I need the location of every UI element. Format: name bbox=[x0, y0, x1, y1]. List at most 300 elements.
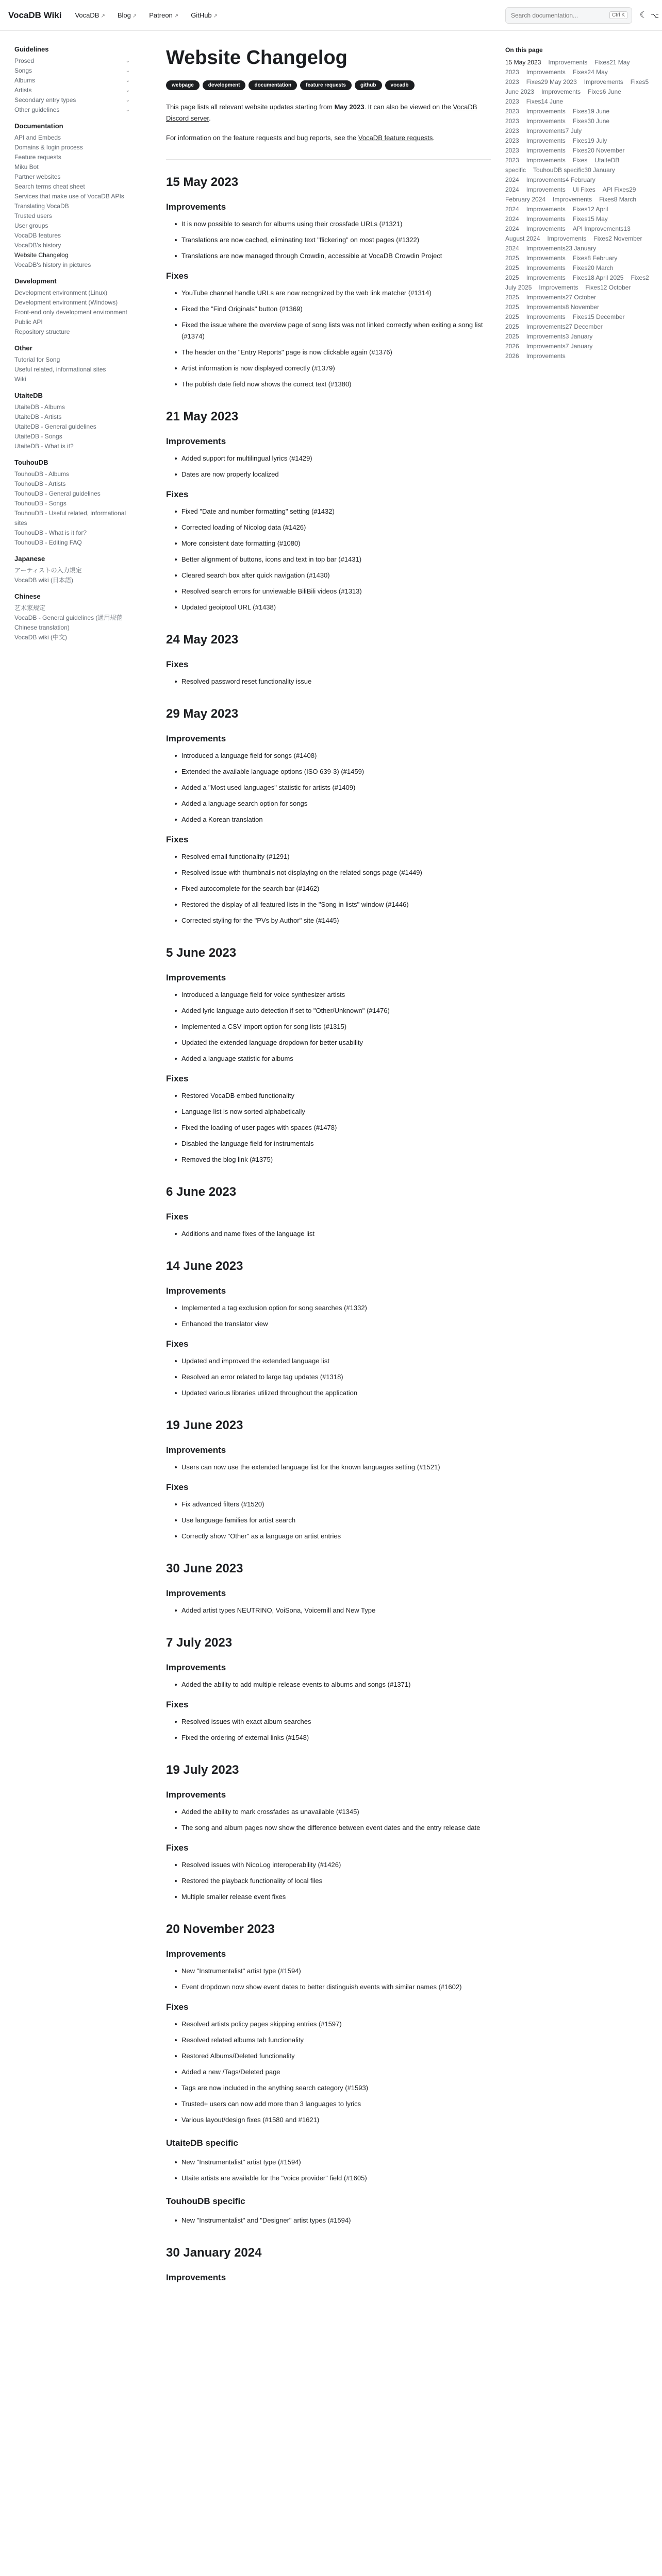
toc-subitem[interactable]: Improvements bbox=[526, 215, 566, 223]
toc-item[interactable]: 8 February 2025 bbox=[505, 255, 618, 272]
section-title: Improvements bbox=[166, 973, 226, 982]
toc-subitem[interactable]: Fixes bbox=[572, 313, 588, 320]
sidebar-item[interactable] bbox=[14, 566, 134, 575]
toc-item[interactable]: 7 January 2026 bbox=[505, 343, 593, 360]
external-link-icon: ↗ bbox=[213, 13, 218, 19]
list-item: Resolved artists policy pages skipping entries (#1597) bbox=[181, 2019, 491, 2030]
list-item: Added a "Most used languages" statistic for artists (#1409) bbox=[181, 782, 491, 793]
toc-subitem[interactable]: Improvements bbox=[553, 196, 592, 203]
change-list bbox=[166, 1859, 491, 1903]
toc-subitem[interactable]: Fixes bbox=[585, 284, 601, 291]
external-link-icon: ↗ bbox=[101, 13, 105, 19]
change-list bbox=[166, 453, 491, 480]
list-item: Utaite artists are available for the "voice provider" field (#1605) bbox=[181, 2173, 491, 2184]
toc-subitem[interactable]: Improvements bbox=[526, 147, 566, 154]
toc-item[interactable]: 8 March 2024 bbox=[505, 196, 637, 213]
sidebar-item[interactable] bbox=[14, 489, 134, 499]
toc-item[interactable]: 2 July 2025 bbox=[505, 274, 649, 291]
list-item: Resolved issue with thumbnails not displaying on the related songs page (#1449) bbox=[181, 867, 491, 878]
toc-subitem[interactable]: Fixes bbox=[572, 69, 588, 76]
toc-subitem[interactable]: Improvements bbox=[541, 88, 581, 95]
sidebar-item-label: Prosed bbox=[14, 57, 35, 64]
toc-subitem[interactable]: Fixes bbox=[572, 147, 588, 154]
intro-text: This page lists all relevant website updates starting from bbox=[166, 103, 335, 111]
toc-subitem[interactable]: Improvements bbox=[526, 157, 566, 164]
toc-subitem[interactable]: Improvements bbox=[584, 78, 623, 86]
chevron-down-icon: ⌄ bbox=[125, 58, 130, 64]
toc-item[interactable]: 13 August 2024 bbox=[505, 225, 631, 242]
toc-subitem[interactable]: Fixes bbox=[572, 206, 588, 213]
toc-title: On this page bbox=[505, 46, 543, 54]
subsection-title: TouhouDB specific bbox=[166, 2196, 245, 2206]
release-section bbox=[166, 946, 491, 1165]
sidebar-item-label: Songs bbox=[14, 67, 32, 74]
list-item: Resolved an error related to large tag updates (#1318) bbox=[181, 1371, 491, 1383]
section-title: Improvements bbox=[166, 734, 226, 743]
list-item: Added the ability to mark crossfades as unavailable (#1345) bbox=[181, 1806, 491, 1818]
release-title: 19 June 2023 bbox=[166, 1418, 243, 1432]
toc-subitem[interactable]: Fixes bbox=[572, 215, 588, 223]
toc-subitem[interactable]: Fixes bbox=[526, 98, 541, 105]
toc-subitem[interactable]: Improvements bbox=[526, 69, 566, 76]
toc-subitem[interactable]: Improvements bbox=[526, 245, 566, 252]
section-title: Fixes bbox=[166, 1482, 189, 1492]
list-item: Updated geoiptool URL (#1438) bbox=[181, 602, 491, 613]
section-title: Improvements bbox=[166, 436, 226, 446]
toc-subitem[interactable]: UtaiteDB specific bbox=[505, 157, 620, 174]
toc-subitem[interactable]: Fixes bbox=[588, 88, 603, 95]
nav-link-blog[interactable] bbox=[118, 11, 137, 19]
toc-subitem[interactable]: API Improvements bbox=[572, 225, 624, 232]
toc-item[interactable]: 27 October 2025 bbox=[505, 294, 597, 311]
toc-item[interactable]: 14 June 2023 bbox=[505, 98, 564, 115]
page-title: Website Changelog bbox=[166, 47, 347, 69]
list-item: Added a language statistic for albums bbox=[181, 1053, 491, 1064]
sidebar-item-label: TouhouDB - Useful related, informational sites bbox=[14, 510, 126, 527]
sidebar-item[interactable] bbox=[14, 133, 134, 143]
toc-subitem[interactable]: Fixes bbox=[572, 108, 588, 115]
discord-link[interactable]: VocaDB Discord server bbox=[166, 103, 477, 122]
change-list bbox=[166, 218, 491, 262]
list-item: Users can now use the extended language list for the known languages setting (#1521) bbox=[181, 1462, 491, 1473]
sidebar-item[interactable] bbox=[14, 412, 134, 422]
tag-badge[interactable]: feature requests bbox=[300, 80, 352, 90]
sidebar-item[interactable] bbox=[14, 56, 134, 66]
sidebar-item-label: TouhouDB - General guidelines bbox=[14, 490, 101, 497]
list-item: Enhanced the translator view bbox=[181, 1318, 491, 1330]
sidebar-item[interactable] bbox=[14, 298, 134, 308]
sidebar-item-label: VocaDB's history in pictures bbox=[14, 261, 91, 268]
release-section bbox=[166, 1259, 491, 1399]
toc-item[interactable]: 23 January 2025 bbox=[505, 245, 597, 262]
nav-link-github[interactable] bbox=[191, 11, 218, 19]
sidebar-item-label: Front-end only development environment bbox=[14, 309, 127, 316]
toc-item[interactable]: 7 July 2023 bbox=[505, 127, 582, 144]
sidebar-item[interactable] bbox=[14, 231, 134, 241]
change-list bbox=[166, 1462, 491, 1473]
list-item: Fixed "Date and number formatting" setting (#1432) bbox=[181, 506, 491, 517]
list-item: YouTube channel handle URLs are now recognized by the web link matcher (#1314) bbox=[181, 287, 491, 299]
sidebar-item[interactable] bbox=[14, 469, 134, 479]
sidebar-item-label: UtaiteDB - General guidelines bbox=[14, 423, 96, 430]
sidebar-item[interactable] bbox=[14, 402, 134, 412]
toc-subitem[interactable]: Improvements bbox=[526, 313, 566, 320]
sidebar-item[interactable] bbox=[14, 365, 134, 375]
release-section bbox=[166, 2246, 491, 2283]
sidebar-item[interactable] bbox=[14, 479, 134, 489]
nav-link-label: Blog bbox=[117, 11, 131, 19]
list-item: Extended the available language options (ISO 639-3) (#1459) bbox=[181, 766, 491, 777]
sidebar-item[interactable] bbox=[14, 250, 134, 260]
section-title: Fixes bbox=[166, 1212, 189, 1222]
sidebar-item-label: UtaiteDB - Songs bbox=[14, 433, 62, 440]
toc-item[interactable]: 5 June 2023 bbox=[505, 78, 649, 95]
sidebar-item-label: UtaiteDB - Albums bbox=[14, 403, 65, 411]
section-title: Improvements bbox=[166, 202, 226, 212]
list-item: Resolved password reset functionality issue bbox=[181, 676, 491, 687]
section-title: Fixes bbox=[166, 489, 189, 499]
release-section bbox=[166, 1636, 491, 1743]
sidebar-item-label: Translating VocaDB bbox=[14, 202, 69, 210]
release-title: 19 July 2023 bbox=[166, 1763, 239, 1777]
toc-item[interactable]: 15 December 2025 bbox=[505, 313, 625, 330]
sidebar-group-title: Guidelines bbox=[14, 45, 49, 53]
sidebar-item[interactable] bbox=[14, 613, 134, 633]
toc-subitem[interactable]: Improvements bbox=[526, 274, 566, 281]
toc-subitem[interactable]: Improvements bbox=[526, 127, 566, 134]
toc-subitem[interactable]: TouhouDB specific bbox=[533, 166, 585, 174]
release-title: 30 January 2024 bbox=[166, 2246, 262, 2260]
section-title: Fixes bbox=[166, 659, 189, 669]
list-item: Resolved email functionality (#1291) bbox=[181, 851, 491, 862]
moon-icon[interactable]: ☾ bbox=[639, 11, 648, 20]
section-title: Fixes bbox=[166, 835, 189, 844]
sidebar-item[interactable] bbox=[14, 221, 134, 231]
sidebar-item[interactable] bbox=[14, 76, 134, 86]
sidebar-item-label: TouhouDB - Artists bbox=[14, 480, 66, 487]
sidebar-item[interactable] bbox=[14, 509, 134, 528]
sidebar-item-label: Partner websites bbox=[14, 173, 61, 180]
toc-subitem[interactable]: Improvements bbox=[526, 343, 566, 350]
list-item: Use language families for artist search bbox=[181, 1515, 491, 1526]
sidebar-item-label: Feature requests bbox=[14, 154, 61, 161]
change-list bbox=[166, 1228, 491, 1240]
change-list bbox=[166, 1605, 491, 1616]
chevron-down-icon: ⌄ bbox=[125, 97, 130, 103]
section-title: Fixes bbox=[166, 1843, 189, 1853]
list-item: Tags are now included in the anything search category (#1593) bbox=[181, 2082, 491, 2094]
toc-item[interactable]: 15 May 2023 bbox=[505, 59, 541, 66]
list-item: Added the ability to add multiple release events to albums and songs (#1371) bbox=[181, 1679, 491, 1690]
sidebar-item[interactable] bbox=[14, 201, 134, 211]
toc-subitem[interactable]: Improvements bbox=[526, 333, 566, 340]
release-title: 6 June 2023 bbox=[166, 1185, 237, 1199]
section-title: Improvements bbox=[166, 1949, 226, 1959]
toc-subitem[interactable]: Fixes bbox=[631, 274, 646, 281]
toc-item[interactable]: 29 May 2023 bbox=[541, 78, 577, 86]
sidebar-item-label: VocaDB wiki (中文) bbox=[14, 634, 68, 641]
section-title: Improvements bbox=[166, 1286, 226, 1296]
toc-subitem[interactable]: Improvements bbox=[526, 117, 566, 125]
toc-item[interactable]: 21 May 2023 bbox=[505, 59, 630, 76]
sidebar-item[interactable] bbox=[14, 241, 134, 250]
tag-badge[interactable]: vocadb bbox=[385, 80, 415, 90]
toc-subitem[interactable]: Improvements bbox=[526, 186, 566, 193]
release-section bbox=[166, 2136, 491, 2184]
search-shortcut-kbd: Ctrl K bbox=[609, 11, 627, 19]
list-item: Various layout/design fixes (#1580 and #1621) bbox=[181, 2114, 491, 2126]
toc-subitem[interactable]: Improvements bbox=[526, 206, 566, 213]
sidebar-item[interactable] bbox=[14, 538, 134, 548]
sidebar-item[interactable] bbox=[14, 317, 134, 327]
toc-item[interactable]: 12 October 2025 bbox=[505, 284, 631, 301]
toc-item[interactable]: 4 February 2024 bbox=[505, 176, 595, 193]
sidebar-item[interactable] bbox=[14, 499, 134, 509]
toc-item[interactable]: 18 April 2025 bbox=[587, 274, 624, 281]
sidebar-item[interactable] bbox=[14, 432, 134, 442]
sidebar-item-label: TouhouDB - What is it for? bbox=[14, 529, 87, 536]
toc-item[interactable]: 2 November 2024 bbox=[505, 235, 642, 252]
toc-subitem[interactable]: Improvements bbox=[526, 108, 566, 115]
sidebar-item[interactable] bbox=[14, 143, 134, 152]
sidebar-item[interactable] bbox=[14, 528, 134, 538]
list-item: Translations are now managed through Crowdin, accessible at VocaDB Crowdin Project bbox=[181, 250, 491, 262]
list-item: Added a new /Tags/Deleted page bbox=[181, 2066, 491, 2078]
list-item: Restored the display of all featured lists in the "Song in lists" window (#1446) bbox=[181, 899, 491, 910]
sidebar-item-label: Artists bbox=[14, 87, 32, 94]
table-of-contents bbox=[505, 46, 650, 361]
sidebar-item-label: Other guidelines bbox=[14, 106, 60, 113]
toc-item[interactable]: 19 June 2023 bbox=[505, 108, 610, 125]
change-list bbox=[166, 1355, 491, 1399]
intro-text: . bbox=[209, 114, 211, 122]
toc-subitem[interactable]: Improvements bbox=[526, 303, 566, 311]
toc-subitem[interactable]: Fixes bbox=[572, 264, 588, 272]
toc-subitem[interactable]: Fixes bbox=[630, 78, 646, 86]
change-list bbox=[166, 2215, 491, 2226]
sidebar-item[interactable] bbox=[14, 105, 134, 115]
list-item: Introduced a language field for songs (#1408) bbox=[181, 750, 491, 761]
sidebar-item-label: User groups bbox=[14, 222, 48, 229]
section-title: Improvements bbox=[166, 1445, 226, 1455]
divider bbox=[166, 159, 491, 160]
feature-requests-link[interactable]: VocaDB feature requests bbox=[358, 134, 433, 142]
release-section bbox=[166, 410, 491, 613]
sidebar-item-label: Secondary entry types bbox=[14, 96, 76, 104]
sidebar-item-label: TouhouDB - Editing FAQ bbox=[14, 539, 82, 546]
toc-item[interactable]: 12 April 2024 bbox=[505, 206, 608, 223]
sidebar-item[interactable] bbox=[14, 288, 134, 298]
toc-subitem[interactable]: Fixes bbox=[572, 255, 588, 262]
toc-subitem[interactable]: Improvements bbox=[539, 284, 578, 291]
toc-item[interactable]: 29 February 2024 bbox=[505, 186, 636, 203]
sidebar-item[interactable] bbox=[14, 442, 134, 451]
sidebar-item-label: Wiki bbox=[14, 376, 26, 383]
sidebar-item-label: VocaDB features bbox=[14, 232, 61, 239]
changelog-releases bbox=[166, 175, 491, 2283]
sidebar-item-label: Tutorial for Song bbox=[14, 356, 60, 363]
toc-subitem[interactable]: Fixes bbox=[572, 274, 588, 281]
tag-badge[interactable]: development bbox=[203, 80, 246, 90]
nav-link-vocadb[interactable] bbox=[75, 11, 105, 19]
section-title: Fixes bbox=[166, 1074, 189, 1083]
list-item: Cleared search box after quick navigation (#1430) bbox=[181, 570, 491, 581]
toc-subitem[interactable]: Improvements bbox=[526, 323, 566, 330]
release-section bbox=[166, 1418, 491, 1542]
sidebar-item[interactable] bbox=[14, 375, 134, 384]
toc-item[interactable]: 20 March 2025 bbox=[505, 264, 614, 281]
change-list bbox=[166, 287, 491, 390]
list-item: The song and album pages now show the difference between event dates and the entry release date bbox=[181, 1822, 491, 1834]
toc-item[interactable]: 19 July 2023 bbox=[505, 137, 607, 154]
tag-badge[interactable]: documentation bbox=[249, 80, 297, 90]
release-section bbox=[166, 1185, 491, 1240]
change-list bbox=[166, 1302, 491, 1330]
toc-subitem[interactable]: Improvements bbox=[526, 352, 566, 360]
toc-subitem[interactable]: Improvements bbox=[526, 255, 566, 262]
list-item: Fixed the issue where the overview page of song lists was not linked correctly when exiting a song list (#1374) bbox=[181, 319, 491, 342]
list-item: Removed the blog link (#1375) bbox=[181, 1154, 491, 1165]
sidebar-item[interactable] bbox=[14, 152, 134, 162]
toc-item[interactable]: 27 December 2025 bbox=[505, 323, 603, 340]
tag-badge[interactable]: github bbox=[355, 80, 382, 90]
toc-item[interactable]: 3 January 2026 bbox=[505, 333, 593, 350]
sidebar-item-label: Services that make use of VocaDB APIs bbox=[14, 193, 124, 200]
brand-logo[interactable]: VocaDB Wiki bbox=[8, 10, 62, 20]
sidebar-item-label: Miku Bot bbox=[14, 163, 39, 171]
sidebar-item-label: Website Changelog bbox=[14, 251, 69, 259]
sidebar bbox=[0, 31, 139, 642]
release-section bbox=[166, 175, 491, 390]
release-title: 24 May 2023 bbox=[166, 633, 239, 647]
sidebar-item-label: Public API bbox=[14, 318, 43, 326]
list-item: Dates are now properly localized bbox=[181, 469, 491, 480]
toc-item[interactable]: 30 June 2023 bbox=[505, 117, 610, 134]
sidebar-item-label: VocaDB wiki (日本語) bbox=[14, 577, 74, 584]
sidebar-group-title: Japanese bbox=[14, 555, 45, 563]
subsection-title: UtaiteDB specific bbox=[166, 2138, 238, 2148]
list-item: Resolved issues with NicoLog interoperability (#1426) bbox=[181, 1859, 491, 1871]
sidebar-item[interactable] bbox=[14, 603, 134, 613]
toc-subitem[interactable]: Improvements bbox=[526, 225, 566, 232]
sidebar-item[interactable] bbox=[14, 211, 134, 221]
change-list bbox=[166, 1965, 491, 1993]
sidebar-item[interactable] bbox=[14, 327, 134, 337]
toc-subitem[interactable]: Improvements bbox=[547, 235, 587, 242]
toc-item[interactable]: 6 June 2023 bbox=[505, 88, 621, 105]
intro-date: May 2023 bbox=[334, 103, 365, 111]
list-item: Corrected loading of Nicolog data (#1426) bbox=[181, 522, 491, 533]
list-item: Correctly show "Other" as a language on artist entries bbox=[181, 1531, 491, 1542]
chevron-down-icon: ⌄ bbox=[125, 107, 130, 113]
list-item: New "Instrumentalist" and "Designer" artist types (#1594) bbox=[181, 2215, 491, 2226]
change-list bbox=[166, 1806, 491, 1834]
search-input[interactable] bbox=[505, 7, 632, 24]
toc-subitem[interactable]: Improvements bbox=[526, 176, 566, 183]
sidebar-item[interactable] bbox=[14, 355, 134, 365]
toc-subitem[interactable]: Fixes bbox=[593, 235, 609, 242]
list-item: Trusted+ users can now add more than 3 languages to lyrics bbox=[181, 2098, 491, 2110]
toc-subitem[interactable]: Fixes bbox=[599, 196, 614, 203]
sidebar-item[interactable] bbox=[14, 86, 134, 95]
toc-subitem[interactable]: Improvements bbox=[548, 59, 588, 66]
release-title: 20 November 2023 bbox=[166, 1922, 275, 1936]
sidebar-item[interactable] bbox=[14, 162, 134, 172]
change-list bbox=[166, 1679, 491, 1690]
tag-badge[interactable]: webpage bbox=[166, 80, 200, 90]
chevron-down-icon: ⌄ bbox=[125, 88, 130, 93]
list-item: Restored VocaDB embed functionality bbox=[181, 1090, 491, 1101]
toc-item[interactable]: 30 January 2024 bbox=[505, 166, 615, 183]
sidebar-item[interactable] bbox=[14, 260, 134, 270]
list-item: Fixed the ordering of external links (#1548) bbox=[181, 1732, 491, 1743]
release-title: 7 July 2023 bbox=[166, 1636, 233, 1650]
toc-subitem[interactable]: Fixes bbox=[572, 157, 588, 164]
toc-subitem[interactable]: Fixes bbox=[526, 78, 541, 86]
sidebar-item-label: VocaDB - General guidelines (通用规范Chinese translation) bbox=[14, 614, 123, 631]
sidebar-item[interactable] bbox=[14, 172, 134, 182]
toc-item[interactable]: 15 May 2024 bbox=[505, 215, 608, 232]
sidebar-item[interactable] bbox=[14, 575, 134, 585]
toc-subitem[interactable]: API Fixes bbox=[602, 186, 630, 193]
github-icon[interactable]: ⌥ bbox=[651, 11, 659, 20]
sidebar-item[interactable] bbox=[14, 633, 134, 642]
sidebar-item-label: Development environment (Linux) bbox=[14, 289, 108, 296]
tag-list bbox=[166, 80, 491, 90]
change-list bbox=[166, 851, 491, 926]
sidebar-group-title: Documentation bbox=[14, 122, 63, 130]
list-item: Additions and name fixes of the language list bbox=[181, 1228, 491, 1240]
list-item: Added a language search option for songs bbox=[181, 798, 491, 809]
nav-link-patreon[interactable] bbox=[149, 11, 178, 19]
intro-paragraph-2 bbox=[166, 132, 491, 144]
sidebar-item[interactable] bbox=[14, 66, 134, 76]
sidebar-item[interactable] bbox=[14, 192, 134, 201]
list-item: Artist information is now displayed correctly (#1379) bbox=[181, 363, 491, 374]
toc-subitem[interactable]: Improvements bbox=[526, 264, 566, 272]
change-list bbox=[166, 2019, 491, 2126]
list-item: Added support for multilingual lyrics (#1429) bbox=[181, 453, 491, 464]
toc-item[interactable]: 20 November 2023 bbox=[505, 147, 625, 164]
list-item: Language list is now sorted alphabetically bbox=[181, 1106, 491, 1117]
list-item: Better alignment of buttons, icons and text in top bar (#1431) bbox=[181, 554, 491, 565]
toc-subitem[interactable]: Improvements bbox=[526, 294, 566, 301]
toc-item[interactable]: 8 November 2025 bbox=[505, 303, 600, 320]
toc-subitem[interactable]: UI Fixes bbox=[572, 186, 595, 193]
toc-item[interactable]: 24 May 2023 bbox=[505, 69, 608, 86]
change-list bbox=[166, 1090, 491, 1165]
change-list bbox=[166, 750, 491, 825]
toc-subitem[interactable]: Fixes bbox=[572, 117, 588, 125]
list-item: Fixed autocomplete for the search bar (#1462) bbox=[181, 883, 491, 894]
sidebar-item[interactable] bbox=[14, 422, 134, 432]
toc-subitem[interactable]: Fixes bbox=[572, 137, 588, 144]
sidebar-item-label: Development environment (Windows) bbox=[14, 299, 118, 306]
release-section bbox=[166, 1763, 491, 1903]
toc-subitem[interactable]: Improvements bbox=[526, 137, 566, 144]
sidebar-item[interactable] bbox=[14, 182, 134, 192]
toc-list bbox=[505, 58, 650, 361]
search-placeholder: Search documentation... bbox=[511, 12, 578, 19]
section-title: Improvements bbox=[166, 1663, 226, 1672]
list-item: Fixed the "Find Originals" button (#1369) bbox=[181, 303, 491, 315]
sidebar-item-label: VocaDB's history bbox=[14, 242, 61, 249]
sidebar-group-title: Development bbox=[14, 277, 57, 285]
sidebar-item[interactable] bbox=[14, 95, 134, 105]
sidebar-item[interactable] bbox=[14, 308, 134, 317]
toc-subitem[interactable]: Fixes bbox=[594, 59, 610, 66]
sidebar-item-label: Trusted users bbox=[14, 212, 52, 219]
